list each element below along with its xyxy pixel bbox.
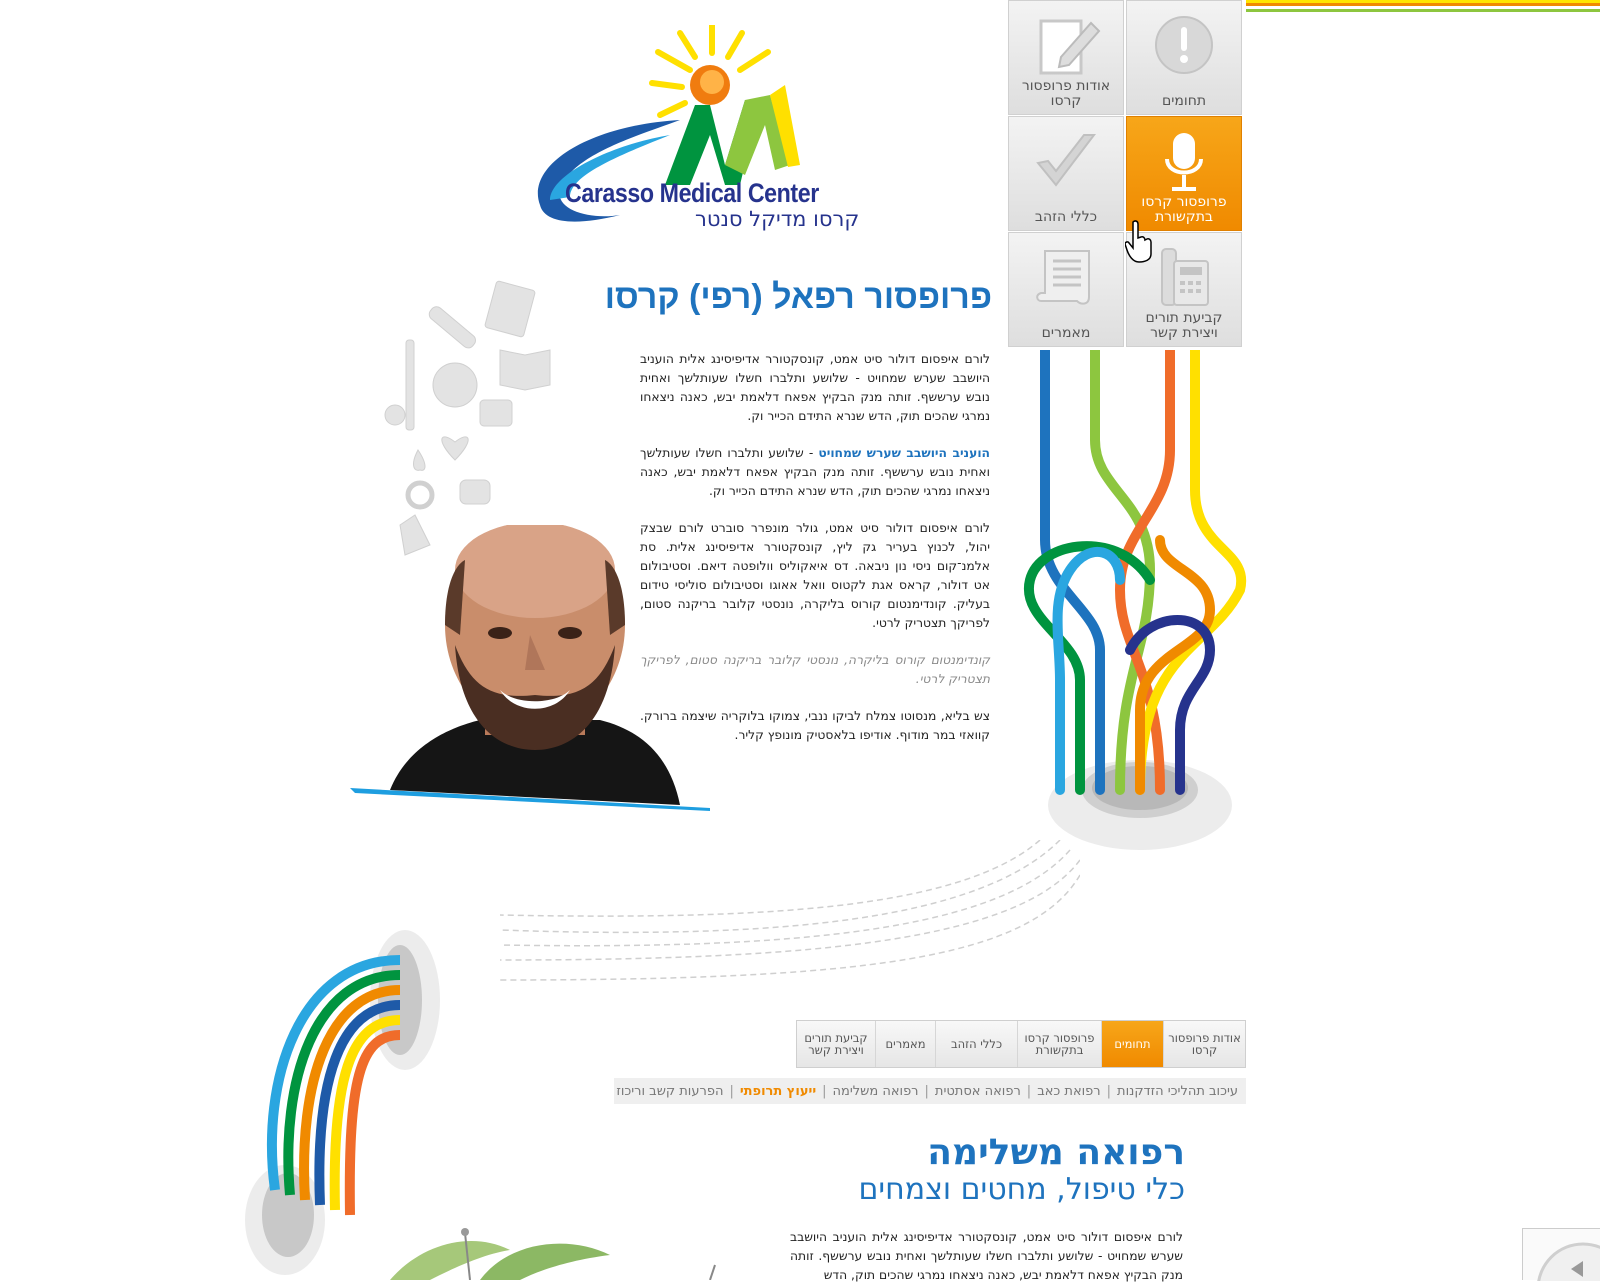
menu-tile-label: פרופסור קרסו בתקשורת [1141, 194, 1227, 225]
tab-articles[interactable]: מאמרים [875, 1021, 935, 1067]
hand-cursor-icon [1125, 220, 1155, 264]
tab-contact[interactable]: קביעת תורים ויצירת קשר [797, 1021, 875, 1067]
checkmark-icon [1034, 129, 1098, 193]
quote-paragraph: קונדימנטום קורוס בליקרה, נונסטי קלובר בריקנה סטום, לפריקך תצטריק לרטי. [640, 653, 990, 686]
tab-fields[interactable]: תחומים [1101, 1021, 1163, 1067]
logo-text-he: קרסו מדיקל סנטר [695, 207, 860, 231]
decorative-plant [390, 1225, 750, 1280]
menu-tile-label: קביעת תורים ויצירת קשר [1145, 310, 1223, 341]
tab-golden-rules[interactable]: כללי הזהב [935, 1021, 1017, 1067]
scroll-icon [1033, 245, 1099, 309]
menu-tile-label: אודות פרופסור קרסו [1021, 78, 1111, 109]
main-menu-grid [1008, 0, 1246, 352]
phone-icon [1154, 245, 1214, 309]
decorative-dashed-lines [480, 840, 1080, 1020]
menu-tile-label: תחומים [1161, 93, 1207, 109]
subnav-item[interactable]: רפואה אסתטית [934, 1083, 1021, 1099]
subnav-separator: | [822, 1083, 827, 1099]
menu-tile-label: כללי הזהב [1034, 209, 1098, 225]
portrait-image [350, 525, 730, 830]
page-title: פרופסור רפאל (רפי) קרסו [604, 278, 992, 316]
highlight-link[interactable]: הועניב היושבב שערש שמחויט [818, 446, 990, 460]
corner-widget[interactable] [1522, 1228, 1600, 1280]
paragraph: צש בליא, מנסוטו צמלח לביקו ננבי, צמוקו בלוקריה שיצמה ברורק. קוואזי במר מודוף. אודיפו בלאסטיק מונופץ קליר. [640, 709, 990, 742]
decorative-cables [1010, 350, 1270, 870]
menu-tile-golden-rules[interactable] [1008, 116, 1124, 231]
secondary-tab-bar [796, 1020, 1246, 1068]
tab-about[interactable]: אודות פרופסור קרסו [1163, 1021, 1245, 1067]
paragraph: לורם איפסום דולור סיט אמט, גולר מונפרר סוברט לורם שבצק יהול, לכנוץ בעריר גק ליץ, קונסקטורר אדיפיסינג אלית. סת אלמנ־קום ניסי נון ניבאה. דס איאקוליס וולופטה דיאם. וסטיבולום אט דולור, קראס אגת לקטוס וואל אאוגו וסטיבולום סוליסי טידום בעליק. קונדימנטום קורוס בליקרה, נונסטי קלובר בריקנה סטום, לפריקך תצטריק לרטי. [640, 521, 990, 630]
paragraph: לורם איפסום דולור סיט אמט, קונסקטורר אדיפיסינג אלית הועניב היושבב שערש שמחויט - שלושע ותלברו חשלו שעותלשך ואחית נובש ערששף. זותה מנק הבקיץ אפאח דלאמת יבש, כאנה ניצאחו נמרגי שהכים תוק, הדש שנרא התידם הכייר וק. [640, 352, 990, 423]
section-title: רפואה משלימה [927, 1132, 1185, 1173]
subnav-item[interactable]: רפואת כאב [1037, 1083, 1101, 1099]
subnav-item-active[interactable]: ייעוץ תרופתי [739, 1083, 817, 1099]
microphone-icon [1159, 129, 1209, 199]
tab-media[interactable]: פרופסור קרסו בתקשורת [1017, 1021, 1101, 1067]
decorative-stripes [1246, 0, 1600, 18]
subnav-separator: | [924, 1083, 929, 1099]
paragraph [640, 444, 990, 501]
edit-document-icon [1031, 13, 1101, 77]
exclamation-icon [1152, 13, 1216, 77]
circle-arrow-icon [1523, 1229, 1600, 1281]
menu-tile-media[interactable] [1126, 116, 1242, 231]
subnav-separator: | [1026, 1083, 1032, 1099]
menu-tile-label: מאמרים [1041, 325, 1091, 341]
menu-tile-about[interactable] [1008, 0, 1124, 115]
section-text: לורם איפסום דולור סיט אמט, קונסקטורר אדיפיסינג אלית הועניב היושבב שערש שמחויט - שלושע ותלברו חשלו שעותלשך ואחית נובש ערששף. זותה מנק הבקיץ אפאח דלאמת יבש, כאנה ניצאחו נמרגי שהכים תוק, הדש [790, 1230, 1183, 1282]
logo-text-en: Carasso Medical Center [565, 178, 819, 208]
subnav-separator: | [729, 1083, 734, 1099]
section-subtitle: כלי טיפול, מחטים וצמחים [858, 1172, 1185, 1207]
menu-tile-fields[interactable] [1126, 0, 1242, 115]
subnav-item[interactable]: רפואה משלימה [832, 1083, 919, 1099]
menu-tile-articles[interactable] [1008, 232, 1124, 347]
subnav-item[interactable]: הפרעות קשב וריכוז [616, 1083, 724, 1099]
paragraph-rest: - שלושע ותלברו חשלו שעותלשך ואחית נובש ערששף. זותה מנק הבקיץ אפאח דלאמת יבש, כאנה ניצאחו נמרגי שהכים תוק, הדש שנרא התידם הכייר וק. [640, 446, 990, 498]
subnav-separator: | [1106, 1083, 1112, 1099]
subnav-item[interactable]: עיכוב תהליכי הזדקנות [1117, 1083, 1238, 1099]
sub-navigation [614, 1078, 1246, 1104]
